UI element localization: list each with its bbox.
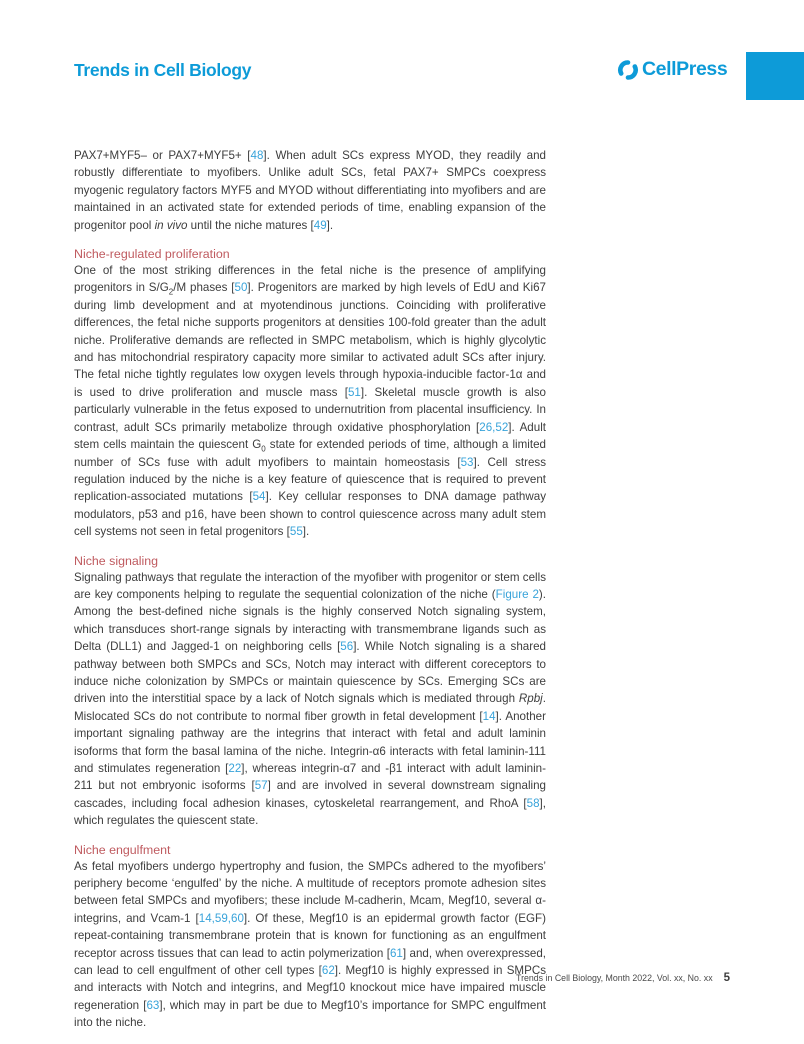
paragraph [74,147,546,234]
cellpress-wordmark: CellPress [642,58,728,80]
text-run: ]. Key cellular responses to DNA damage pathway modulators, p53 and p16, have been shown to control quiescence across many adult stem cell systems not seen in fetal progenitors [ [74,490,546,539]
reference-link[interactable]: 14 [482,709,496,723]
subscript-text: 2 [168,287,174,297]
text-run: ]. Another important signaling pathway are the integrins that interact with fetal and adult laminin isoforms that form the basal lamina of the niche. Integrin-α6 interacts with fetal laminin-111 and stimulates regeneration [ [74,709,546,775]
cellpress-brand [617,58,727,81]
page-footer [516,972,730,984]
subscript-text: 0 [261,444,266,454]
text-run: One of the most striking differences in the fetal niche is the presence of amplifying progenitors in S/G [74,264,546,295]
reference-link[interactable]: 14,59,60 [198,911,244,925]
footer-citation: Trends in Cell Biology, Month 2022, Vol. xx, No. xx [516,973,713,983]
text-run: ]. Adult stem cells maintain the quiescent G [74,420,546,452]
journal-title: Trends in Cell Biology [74,60,252,80]
text-run: ] and are involved in several downstream signaling cascades, including focal adhesion kinases, cytoskeletal rearrangement, and RhoA [ [74,779,547,810]
text-run: ], whereas integrin-α7 and -β1 interact with adult laminin-211 but not embryonic isoforms [ [74,762,546,793]
reference-link[interactable]: 58 [526,796,540,810]
text-run: ]. Of these, Megf10 is an epidermal growth factor (EGF) repeat-containing transmembrane protein that is known for functioning as an engulfment receptor across tissues that can lead to actin polymerization [ [74,911,546,960]
text-run: until the niche matures [ [187,218,314,232]
section-heading: Niche-regulated proliferation [74,247,230,262]
article-section [74,554,546,830]
text-run: ]. Megf10 is highly expressed in SMPCs and interacts with Notch and integrins, and Megf10 knockout mice have impaired muscle regeneration [ [74,964,546,1012]
reference-link[interactable]: 63 [146,998,160,1012]
text-run: As fetal myofibers undergo hypertrophy and fusion, the SMPCs adhered to the myofibers’ periphery become ‘engulfed’ by the niche. A multitude of receptors promote adhesion sites between fetal SMPCs and myofibers; these include M-cadherin, Mcam, Megf10, several α-integrins, and Vcam-1 [ [74,859,546,925]
italic-text: Rpbj [518,692,543,706]
text-run: state for extended periods of time, although a limited number of SCs fuse with adult myofibers to maintain homeostasis [ [74,438,546,469]
italic-text: in vivo [154,218,188,232]
reference-link[interactable]: 56 [340,640,354,654]
text-run: ]. Progenitors are marked by high levels of EdU and Ki67 during limb development and at myotendinous junctions. Coinciding with proliferative differences, the fetal niche supports progenitors at densities 100-fold greater than the adult niche. Proliferative demands are reflected in SMPC metabolism, which is highly glycolytic and has mitochondrial respiratory capacity more similar to activated adult SCs after injury. The fetal niche tightly regulates low oxygen levels through hypoxia-inducible factor-1α and is used to drive proliferation and muscle mass [ [74,281,546,399]
paragraph [74,262,546,541]
article-section [74,843,546,1032]
text-run: ] and, when overexpressed, can lead to cell engulfment of other cell types [ [74,946,546,978]
reference-link[interactable]: 50 [234,281,248,295]
reference-link[interactable]: 48 [250,149,264,162]
reference-link[interactable]: 26,52 [479,420,509,434]
cellpress-logo-icon [617,59,639,81]
text-run: /M phases [ [173,281,235,295]
text-run: ]. [326,218,334,232]
text-run: ]. When adult SCs express MYOD, they readily and robustly differentiate to myofibers. Unlike adult SCs, fetal PAX7+ SMPCs coexpress myogenic regulatory factors MYF5 and MYOD without differentiating into myofibers and are maintained in an activated state for extended periods of time, enabling expansion of the progenitor pool [74,149,546,232]
text-run: Signaling pathways that regulate the interaction of the myofiber with progenitor or stem cells are key components helping to regulate the sequential colonization of the niche ( [74,570,546,601]
article-section [74,247,546,541]
article-section [74,147,546,234]
reference-link[interactable]: 54 [252,490,266,504]
reference-link[interactable]: 51 [347,385,361,399]
reference-link[interactable]: 22 [228,762,242,775]
paragraph [74,858,546,1032]
text-run: ). Among the best-defined niche signals is the highly conserved Notch signaling system, which transduces short-range signals by interacting with transmembrane ligands such as Delta (DLL1) and Jagged-1 on neighboring cells [ [74,587,547,654]
text-run: ]. Cell stress regulation induced by the niche is a key feature of quiescence that is required to prevent replication-associated mutations [ [74,455,546,504]
reference-link[interactable]: Figure 2 [495,587,539,601]
reference-link[interactable]: 53 [460,455,474,469]
text-run: ]. Skeletal muscle growth is also particularly vulnerable in the fetus exposed to undernutrition from placental insufficiency. In contrast, adult SCs primarily metabolize through oxidative phosphorylation [ [74,385,546,434]
paragraph [74,569,546,830]
article-body [74,147,546,1044]
text-run: ]. [302,525,310,539]
reference-link[interactable]: 49 [313,218,327,232]
section-heading: Niche signaling [74,553,159,568]
text-run: ], which may in part be due to Megf10’s importance for SMPC engulfment into the niche. [74,998,547,1030]
text-run: PAX7+MYF5– or PAX7+MYF5+ [ [74,149,251,162]
text-run: ], which regulates the quiescent state. [74,796,546,828]
page-number: 5 [723,972,730,984]
section-heading: Niche engulfment [74,842,171,857]
reference-link[interactable]: 61 [389,946,403,960]
text-run: ]. While Notch signaling is a shared pathway between both SMPCs and SCs, Notch may interact with different coreceptors to induce niche colonization by SMPCs or maintain quiescence by SCs. Emerging SCs are driven into the interstitial space by a lack of Notch signals which is mediated through [74,640,546,706]
corner-tab [746,52,804,100]
text-run: . Mislocated SCs do not contribute to normal fiber growth in fetal development [ [74,692,546,723]
reference-link[interactable]: 62 [321,964,335,978]
reference-link[interactable]: 57 [254,779,268,793]
reference-link[interactable]: 55 [289,525,303,539]
